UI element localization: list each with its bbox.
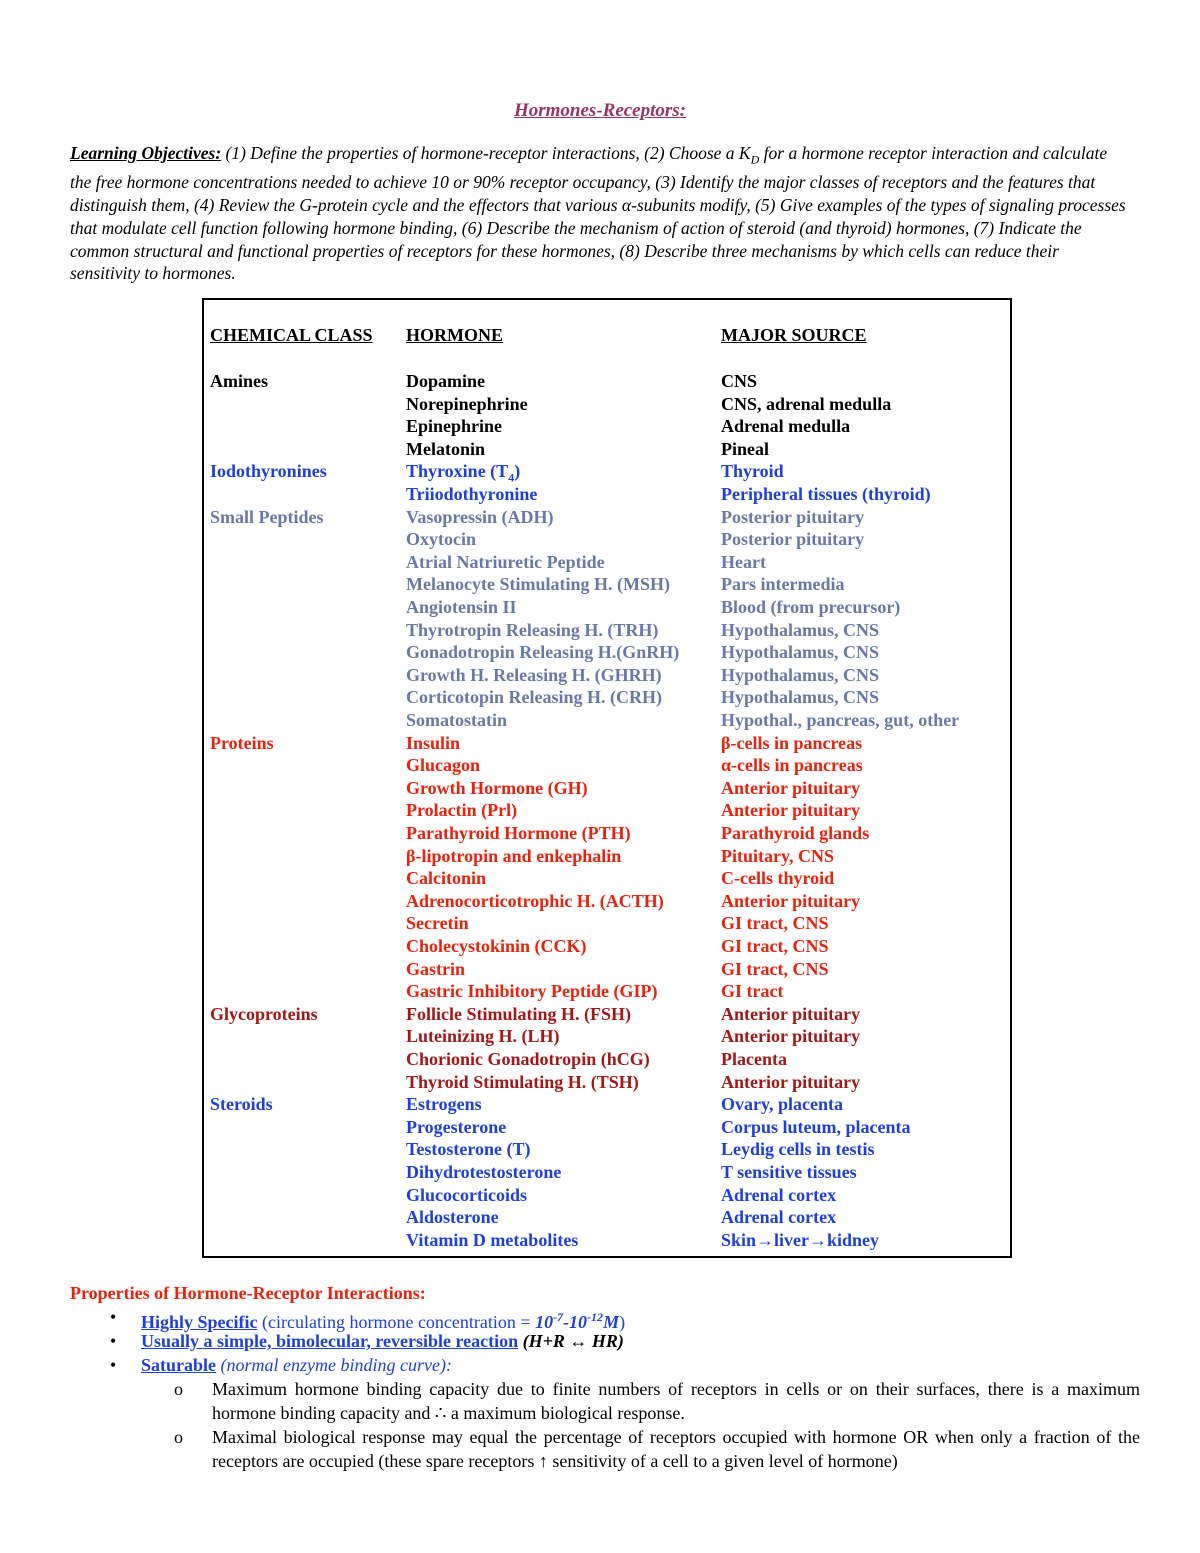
concentration-a-exp: -7 — [553, 1310, 564, 1324]
chemical-class-cell: Small Peptides — [210, 506, 324, 527]
bullet-highly-specific — [70, 1305, 1140, 1332]
bullet-label: Highly Specific — [141, 1312, 258, 1332]
hormone-cell — [406, 799, 517, 821]
hormone-name: Adrenocorticotrophic H. (ACTH) — [406, 890, 664, 911]
bullet-text: (H+R ↔ HR) — [518, 1331, 624, 1351]
concentration-unit: M — [603, 1312, 620, 1332]
hormone-cell — [406, 709, 507, 731]
chemical-class-cell: Amines — [210, 371, 268, 391]
hormone-name: Cholecystokinin (CCK) — [406, 936, 587, 956]
hormone-cell — [406, 890, 664, 912]
major-source-cell: Hypothalamus, CNS — [721, 642, 880, 663]
major-source-cell: Corpus luteum, placenta — [721, 1116, 911, 1137]
sub-item-max-capacity — [70, 1377, 1140, 1425]
concentration-a: 10 — [535, 1312, 554, 1332]
major-source-cell: Anterior pituitary — [721, 1003, 861, 1024]
hormone-name: Growth Hormone (GH) — [406, 777, 588, 798]
major-source-cell: Hypothal., pancreas, gut, other — [721, 710, 960, 730]
hormone-name: Aldosterone — [406, 1207, 499, 1228]
major-source-cell: Adrenal cortex — [721, 1207, 837, 1228]
major-source-cell: C-cells thyroid — [721, 868, 835, 889]
hormone-cell — [406, 573, 670, 595]
hormone-name: Norepinephrine — [406, 393, 528, 414]
hormone-subscript: 4 — [508, 470, 515, 485]
major-source-cell: GI tract — [721, 981, 784, 1002]
hormone-cell — [406, 1093, 482, 1115]
hormone-name: Oxytocin — [406, 529, 476, 550]
hormone-name: β-lipotropin and enkephalin — [406, 845, 622, 866]
hormone-name: Testosterone (T) — [406, 1139, 531, 1160]
hormone-cell — [406, 845, 621, 867]
major-source-cell: GI tract, CNS — [721, 913, 829, 934]
chemical-class-cell: Glycoproteins — [210, 1003, 318, 1024]
hormone-cell — [406, 619, 658, 641]
properties-title: Properties of Hormone-Receptor Interactions: — [70, 1283, 426, 1303]
hormone-cell — [406, 551, 605, 573]
hormone-name: Corticotopin Releasing H. (CRH) — [406, 687, 662, 708]
hormone-cell — [406, 1161, 561, 1183]
major-source-cell: Anterior pituitary — [721, 890, 861, 911]
major-source-cell: Anterior pituitary — [721, 1071, 861, 1092]
hormone-cell — [406, 732, 460, 754]
hormone-name: Growth H. Releasing H. (GHRH) — [406, 664, 662, 685]
properties-section — [70, 1281, 1140, 1473]
hormone-name: Melanocyte Stimulating H. (MSH) — [406, 574, 670, 595]
hormone-cell — [406, 370, 485, 392]
major-source-cell: Parathyroid glands — [721, 823, 870, 843]
hormone-cell — [406, 935, 587, 957]
bullet-label: Usually a simple, bimolecular, reversible reaction — [141, 1331, 519, 1351]
major-source-cell: Pineal — [721, 438, 769, 459]
hormone-cell — [406, 506, 554, 528]
hormone-cell — [406, 754, 480, 776]
sub-item-text: Maximal biological response may equal the percentage of receptors occupied with hormone OR when only a fraction of the receptors are occupied (these spare receptors ↑ sensitivity of a cell to a given level of hormone) — [212, 1427, 1140, 1471]
sub-item-spare-receptors — [70, 1425, 1140, 1473]
hormone-name: Somatostatin — [406, 710, 508, 730]
hormone-cell — [406, 1025, 560, 1047]
hormone-cell — [406, 1116, 506, 1138]
major-source-cell: Thyroid — [721, 461, 784, 482]
hormone-name: Dopamine — [406, 371, 486, 391]
hormone-cell — [406, 912, 469, 934]
sub-bullet: o — [174, 1379, 183, 1399]
hormone-name: Follicle Stimulating H. (FSH) — [406, 1003, 631, 1024]
hormone-name: Gastric Inhibitory Peptide (GIP) — [406, 981, 658, 1002]
hormone-cell — [406, 867, 486, 889]
hormone-tail: ) — [514, 461, 521, 482]
hormone-name: Glucocorticoids — [406, 1184, 527, 1205]
hormone-cell — [406, 777, 588, 799]
hormone-cell — [406, 1229, 578, 1251]
hormone-cell — [406, 822, 631, 844]
major-source-cell: Posterior pituitary — [721, 506, 865, 527]
hormone-name: Atrial Natriuretic Peptide — [406, 551, 605, 572]
hormone-cell — [406, 483, 537, 505]
major-source-cell: Anterior pituitary — [721, 800, 861, 821]
hormone-cell — [406, 664, 662, 686]
major-source-cell: Heart — [721, 551, 766, 572]
hormone-name: Chorionic Gonadotropin (hCG) — [406, 1049, 650, 1069]
learning-objectives — [70, 142, 1130, 285]
hormone-cell — [406, 1048, 650, 1070]
hormone-name: Progesterone — [406, 1116, 507, 1137]
header-major-source: MAJOR SOURCE — [721, 325, 867, 345]
hormone-cell — [406, 1206, 499, 1228]
objectives-text-2: for a hormone receptor interaction and calculate the free hormone concentrations needed to achieve 10 or 90% receptor occupancy, (3) Identify the major classes of receptors and the features that distinguish them, (4) Review the G-protein cycle and the effectors that various α-subunits modify, (5) Give examples of the types of signaling processes that modulate cell function following hormone binding, (6) Describe the mechanism of action of steroid (and thyroid) hormones, (7) Indicate the common structural and functional properties of receptors for these hormones, (8) Describe three mechanisms by which cells can reduce their sensitivity to hormones. — [70, 143, 1126, 284]
page-title: Hormones-Receptors: — [513, 100, 687, 121]
hormone-name: Vitamin D metabolites — [406, 1229, 579, 1250]
sub-bullet: o — [174, 1427, 183, 1447]
major-source-cell: α-cells in pancreas — [721, 755, 863, 776]
hormone-cell — [406, 980, 657, 1002]
major-source-cell: β-cells in pancreas — [721, 732, 863, 753]
hormone-cell — [406, 1071, 639, 1093]
hormone-cell — [406, 415, 502, 437]
hormone-name: Thyroxine (T — [406, 461, 509, 482]
hormone-name: Parathyroid Hormone (PTH) — [406, 823, 631, 843]
hormone-name: Prolactin (Prl) — [406, 800, 518, 821]
major-source-cell: Leydig cells in testis — [721, 1139, 875, 1160]
major-source-cell: Pars intermedia — [721, 574, 845, 595]
major-source-cell: GI tract, CNS — [721, 936, 829, 956]
kd-subscript: D — [750, 152, 760, 167]
major-source-cell: Skin→liver→kidney — [721, 1229, 880, 1250]
hormone-name: Vasopressin (ADH) — [406, 506, 554, 527]
hormone-name: Angiotensin II — [406, 597, 517, 617]
sub-item-text: Maximum hormone binding capacity due to finite numbers of receptors in cells or on their surfaces, there is a maximum hormone binding capacity and ∴ a maximum biological response. — [212, 1379, 1140, 1423]
hormone-name: Thyroid Stimulating H. (TSH) — [406, 1071, 639, 1092]
hormone-name: Epinephrine — [406, 416, 503, 437]
hormone-cell — [406, 686, 662, 708]
bullet-reversible-reaction — [70, 1329, 1140, 1353]
hormone-cell — [406, 438, 485, 460]
objectives-label: Learning Objectives: — [70, 143, 222, 163]
hormone-name: Triiodothyronine — [406, 484, 538, 504]
hormone-name: Insulin — [406, 732, 461, 753]
chemical-class-cell: Proteins — [210, 732, 274, 753]
major-source-cell: Peripheral tissues (thyroid) — [721, 484, 931, 504]
hormone-cell — [406, 641, 679, 663]
major-source-cell: CNS, adrenal medulla — [721, 393, 892, 414]
major-source-cell: Pituitary, CNS — [721, 845, 835, 866]
hormone-name: Thyrotropin Releasing H. (TRH) — [406, 619, 659, 640]
hormone-name: Estrogens — [406, 1094, 482, 1115]
hormone-cell — [406, 393, 528, 415]
major-source-cell: Anterior pituitary — [721, 777, 861, 798]
bullet-dot: • — [110, 1331, 117, 1351]
bullet-close: ) — [619, 1312, 626, 1332]
hormone-name: Secretin — [406, 913, 469, 934]
hormone-cell — [406, 958, 465, 980]
major-source-cell: T sensitive tissues — [721, 1162, 857, 1182]
major-source-cell: Anterior pituitary — [721, 1026, 861, 1047]
hormone-name: Calcitonin — [406, 868, 487, 889]
hormone-name: Dihydrotestosterone — [406, 1162, 562, 1182]
major-source-cell: Posterior pituitary — [721, 529, 865, 550]
hormone-name: Luteinizing H. (LH) — [406, 1026, 560, 1047]
hormone-name: Gonadotropin Releasing H.(GnRH) — [406, 642, 680, 663]
hormone-name: Glucagon — [406, 755, 481, 776]
major-source-cell: Blood (from precursor) — [721, 597, 901, 617]
header-hormone: HORMONE — [406, 325, 503, 345]
bullet-dot: • — [110, 1355, 117, 1375]
bullet-dot: • — [110, 1307, 117, 1327]
hormone-cell — [406, 1003, 631, 1025]
objectives-text-1: (1) Define the properties of hormone-receptor interactions, (2) Choose a K — [221, 143, 751, 163]
major-source-cell: Adrenal medulla — [721, 416, 851, 437]
hormone-cell — [406, 596, 517, 618]
hormone-cell — [406, 1138, 531, 1160]
major-source-cell: Hypothalamus, CNS — [721, 664, 880, 685]
major-source-cell: Ovary, placenta — [721, 1094, 843, 1115]
major-source-cell: Placenta — [721, 1049, 787, 1069]
hormone-name: Gastrin — [406, 958, 466, 979]
bullet-text: (circulating hormone concentration = — [257, 1312, 536, 1332]
bullet-label: Saturable — [141, 1355, 217, 1375]
hormone-cell — [406, 1184, 527, 1206]
major-source-cell: CNS — [721, 371, 758, 391]
major-source-cell: GI tract, CNS — [721, 958, 829, 979]
bullet-saturable — [70, 1353, 1140, 1377]
hormone-name: Melatonin — [406, 438, 485, 459]
major-source-cell: Hypothalamus, CNS — [721, 687, 880, 708]
major-source-cell: Adrenal cortex — [721, 1184, 837, 1205]
header-chemical-class: CHEMICAL CLASS — [210, 325, 373, 345]
bullet-text: (normal enzyme binding curve): — [216, 1355, 452, 1375]
chemical-class-cell: Iodothyronines — [210, 461, 327, 482]
concentration-b-exp: -12 — [587, 1310, 604, 1324]
chemical-class-cell: Steroids — [210, 1094, 273, 1115]
concentration-b: -10 — [563, 1312, 588, 1332]
hormone-cell — [406, 528, 476, 550]
major-source-cell: Hypothalamus, CNS — [721, 619, 880, 640]
hormone-table — [202, 298, 1012, 1258]
